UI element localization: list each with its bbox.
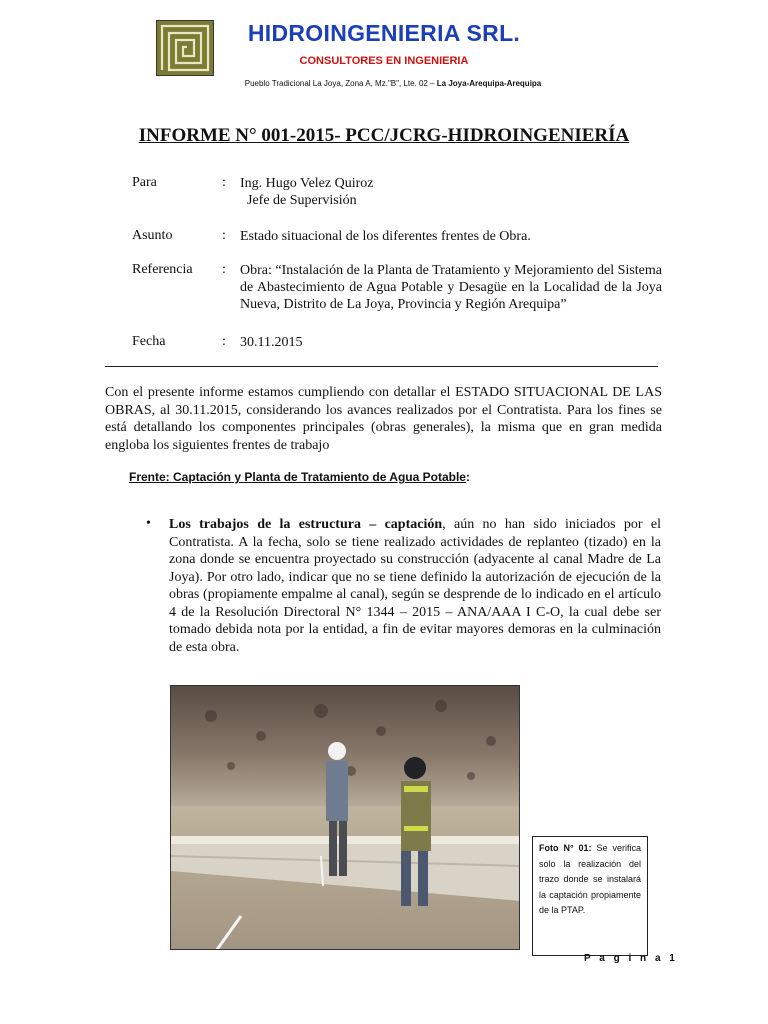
asunto-label: Asunto: [132, 228, 173, 243]
fecha-value: 30.11.2015: [240, 335, 303, 350]
company-name: HIDROINGENIERIA SRL.: [247, 20, 521, 46]
asunto-colon: :: [222, 228, 226, 243]
company-address: [0, 79, 768, 88]
company-subtitle: CONSULTORES EN INGENIERIA: [299, 55, 469, 67]
para-colon: :: [222, 175, 226, 190]
referencia-value: Obra: “Instalación de la Planta de Tratamiento y Mejoramiento del Sistema de Abastecimiento de Agua Potable y Desagüe en la Localidad de la Joya Nueva, Distrito de La Joya, Provincia y Región Arequipa”: [240, 263, 662, 312]
site-photo: [170, 685, 520, 950]
intro-paragraph: Con el presente informe estamos cumpliendo con detallar el ESTADO SITUACIONAL DE LAS OBRAS, al 30.11.2015, considerando los avances realizados por el Contratista. Para los fines se está detallando los componentes principales (obras generales), la misma que en gran medida engloba los siguientes frentes de trabajo: [105, 385, 662, 453]
address-city: La Joya-Arequipa-Arequipa: [436, 79, 542, 88]
para-value: [240, 175, 670, 209]
report-title: INFORME N° 001-2015- PCC/JCRG-HIDROINGENIERÍA: [138, 125, 630, 146]
para-position: Jefe de Supervisión: [247, 193, 357, 208]
para-label: Para: [132, 175, 157, 190]
asunto-value: Estado situacional de los diferentes frentes de Obra.: [240, 229, 531, 244]
bullet-icon: •: [146, 516, 151, 531]
fecha-label: Fecha: [132, 334, 166, 349]
address-text: Pueblo Tradicional La Joya, Zona A, Mz."B", Lte. 02 –: [244, 79, 435, 88]
referencia-colon: :: [222, 262, 226, 277]
bullet-text: , aún no han sido iniciados por el Contratista. A la fecha, solo se tiene realizado actividades de replanteo (tizado) en la zona donde se encuentra proyectado su construcción (adyacente al canal Madre de La Joya). Por otro lado, indicar que no se tiene definido la autorización de ejecución de la obras (propiamente empalme al canal), según se desprende de lo indicado en el artículo 4 de la Resolución Directoral N° 1344 – 2015 – ANA/AAA I C-O, la cual debe ser tomado debida nota por la entidad, a fin de evitar mayores demoras en la culminación de esta obra.: [169, 517, 662, 655]
bullet-item: [169, 516, 661, 656]
frente-heading-colon: :: [465, 470, 470, 484]
frente-heading: [129, 470, 470, 484]
caption-text: Se verifica solo la realización del trazo donde se instalará la captación propiamente de la PTAP.: [539, 843, 641, 915]
frente-heading-text: Frente: Captación y Planta de Tratamiento de Agua Potable: [129, 470, 466, 484]
caption-bold: Foto N° 01:: [539, 843, 592, 853]
bullet-bold: Los trabajos de la estructura – captación: [169, 517, 443, 532]
site-photo-image: [171, 686, 520, 950]
separator-line: [105, 366, 658, 367]
referencia-label: Referencia: [132, 262, 193, 277]
photo-caption: [532, 836, 648, 956]
page-number: P a g i n a 1: [584, 953, 678, 964]
fecha-colon: :: [222, 334, 226, 349]
para-recipient: Ing. Hugo Velez Quiroz: [240, 176, 374, 191]
